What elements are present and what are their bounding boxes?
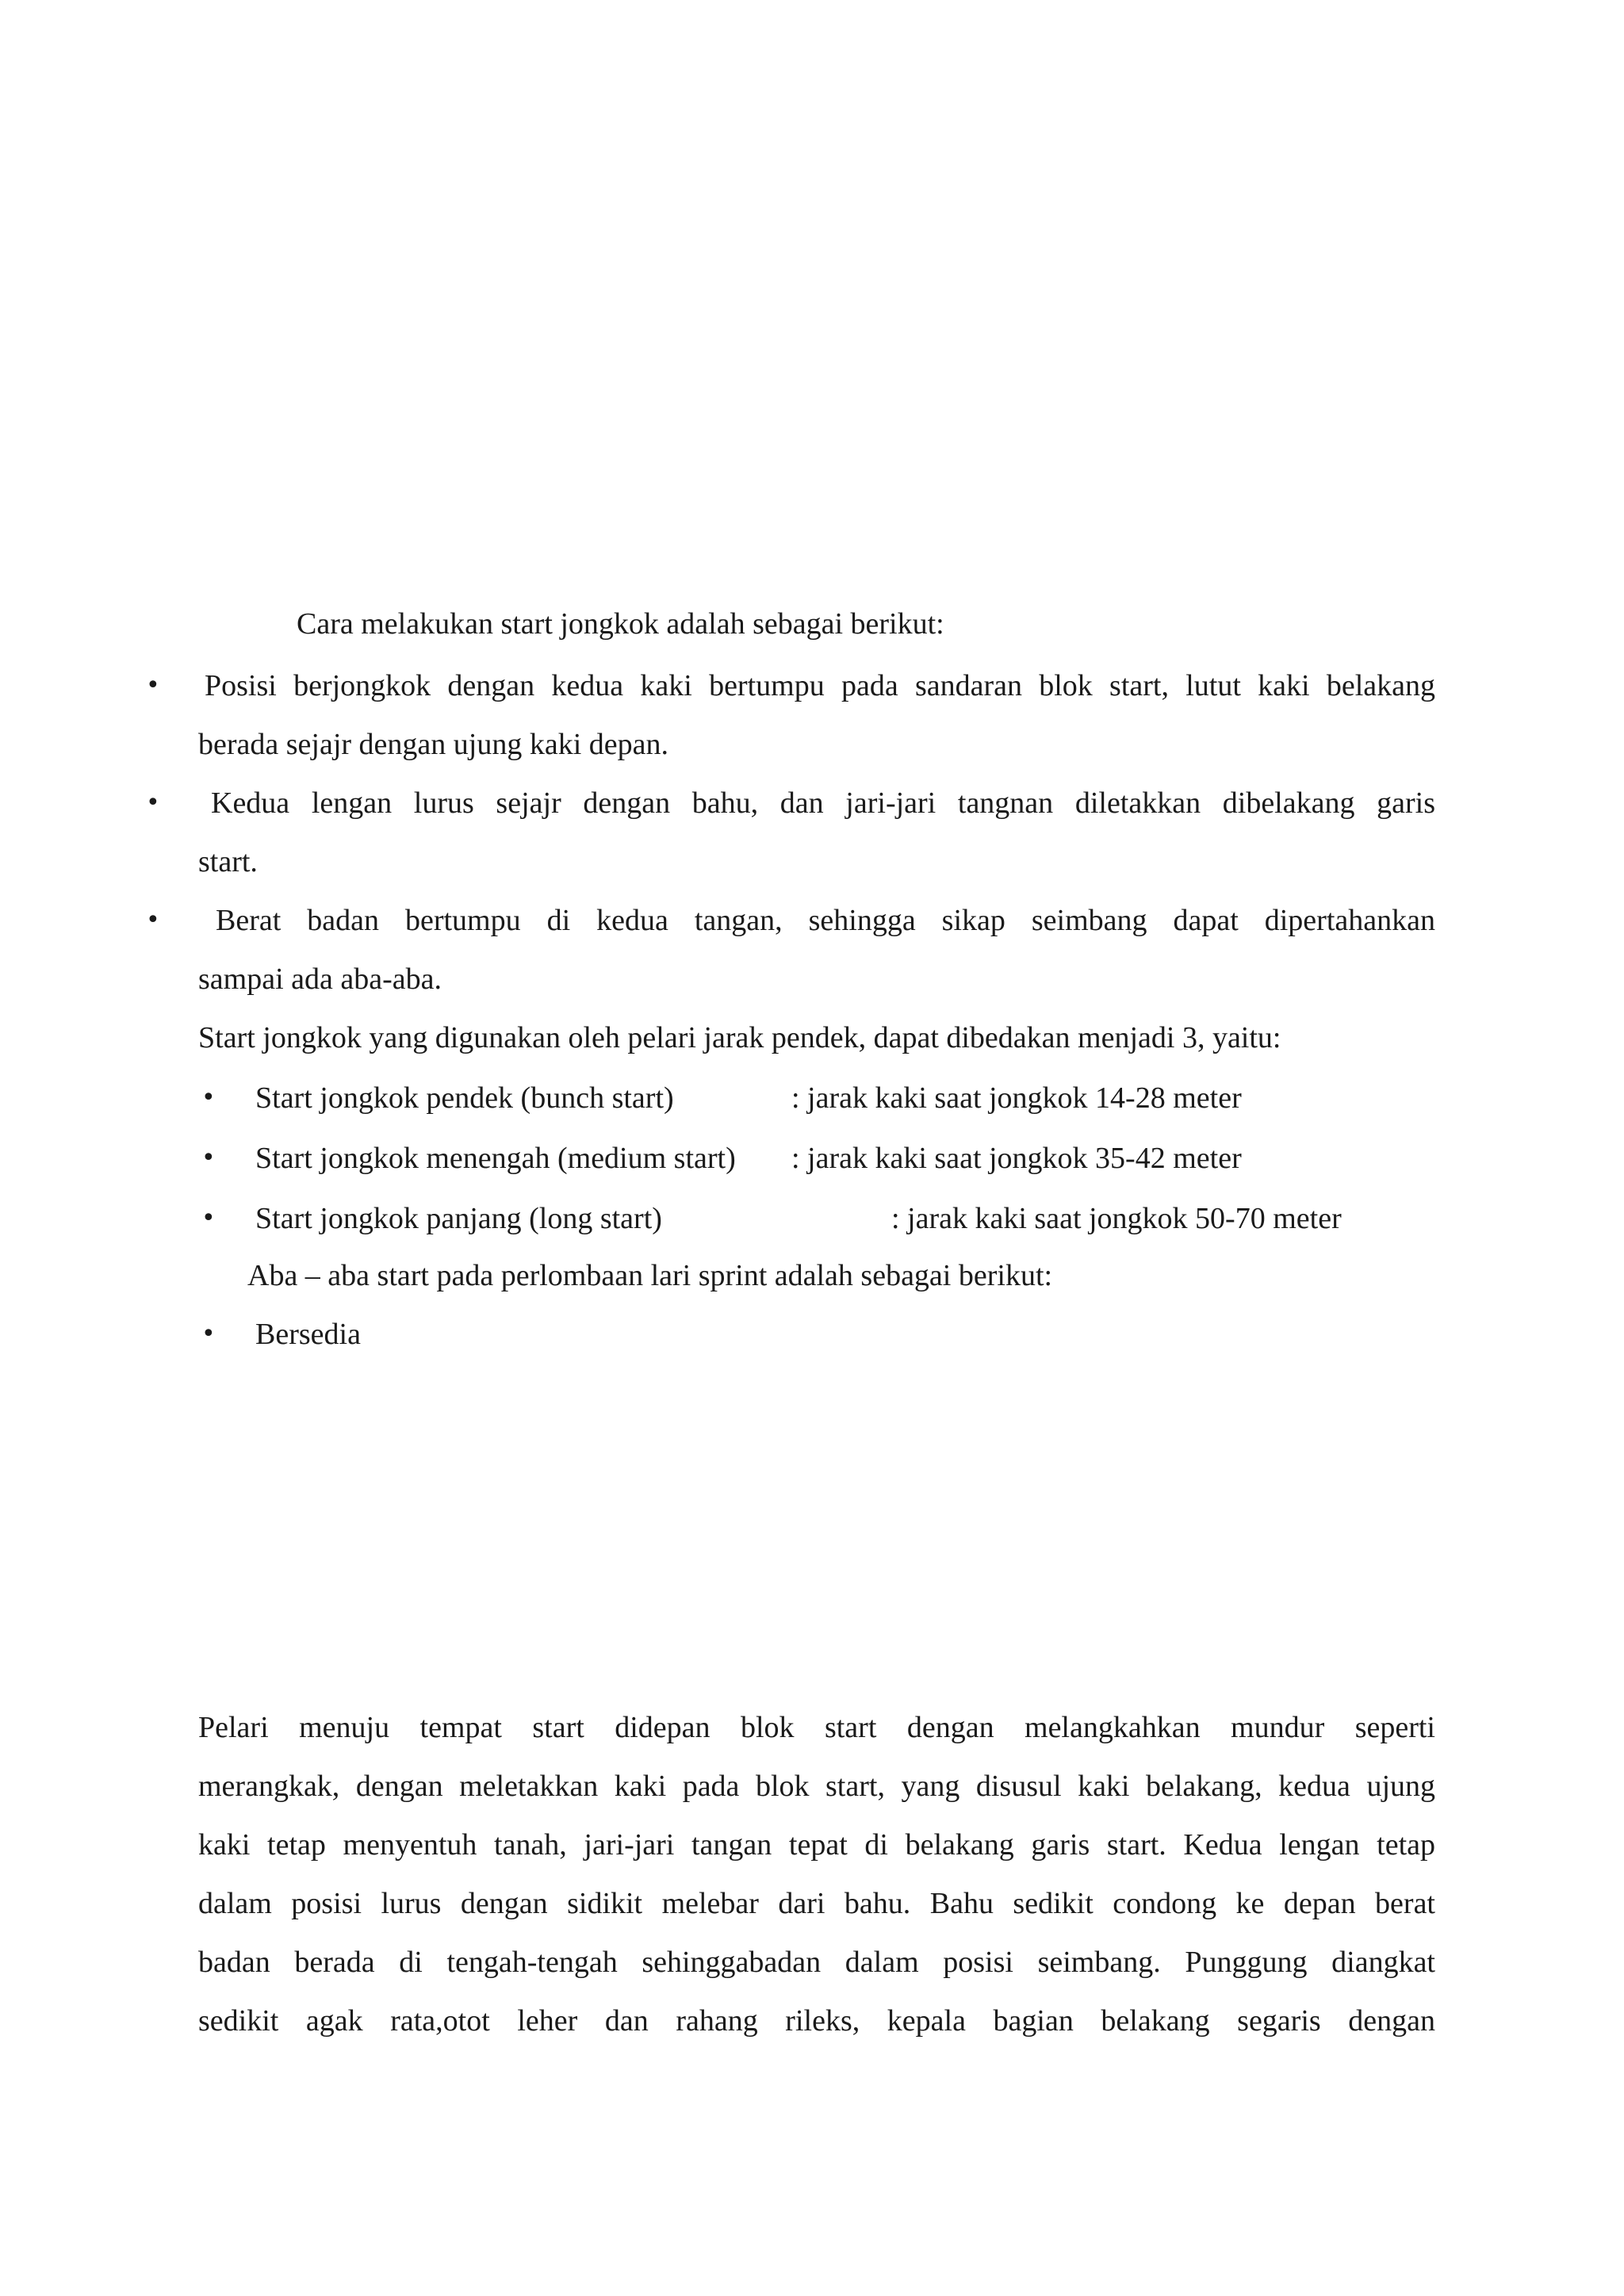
bullet-icon: • [201, 1144, 216, 1172]
paragraph-line: sedikit agak rata,otot leher dan rahang rileks, kepala bagian belakang segaris dengan [198, 2004, 1435, 2038]
step-3-line-1: Berat badan bertumpu di kedua tangan, sehingga sikap seimbang dapat dipertahankan [216, 904, 1435, 937]
paragraph-line: merangkak, dengan meletakkan kaki pada blok start, yang disusul kaki belakang, kedua ujung [198, 1770, 1435, 1803]
command-bersedia: Bersedia [255, 1318, 361, 1351]
step-1-line-1: Posisi berjongkok dengan kedua kaki bertumpu pada sandaran blok start, lutut kaki belakang [205, 669, 1435, 702]
paragraph-line: kaki tetap menyentuh tanah, jari-jari tangan tepat di belakang garis start. Kedua lengan tetap [198, 1828, 1435, 1862]
type-1-desc: : jarak kaki saat jongkok 14-28 meter [791, 1081, 1242, 1115]
bullet-icon: • [146, 906, 160, 934]
step-1-line-2: berada sejajr dengan ujung kaki depan. [198, 728, 668, 761]
commands-intro-text: Aba – aba start pada perlombaan lari sprint adalah sebagai berikut: [247, 1259, 1053, 1292]
bullet-icon: • [146, 789, 160, 817]
type-3-desc: : jarak kaki saat jongkok 50-70 meter [891, 1202, 1342, 1235]
step-2-line-1: Kedua lengan lurus sejajr dengan bahu, dan jari-jari tangnan diletakkan dibelakang garis [211, 786, 1435, 820]
paragraph-line: Pelari menuju tempat start didepan blok start dengan melangkahkan mundur seperti [198, 1711, 1435, 1744]
type-2-desc: : jarak kaki saat jongkok 35-42 meter [791, 1142, 1242, 1175]
paragraph-line: badan berada di tengah-tengah sehinggabadan dalam posisi seimbang. Punggung diangkat [198, 1946, 1435, 1979]
paragraph-line: dalam posisi lurus dengan sidikit melebar dari bahu. Bahu sedikit condong ke depan berat [198, 1887, 1435, 1920]
type-1-name: Start jongkok pendek (bunch start) [255, 1081, 674, 1115]
types-intro-text: Start jongkok yang digunakan oleh pelari jarak pendek, dapat dibedakan menjadi 3, yaitu: [198, 1021, 1281, 1054]
bullet-icon: • [201, 1204, 216, 1232]
step-2-line-2: start. [198, 845, 258, 878]
bullet-icon: • [146, 672, 160, 699]
bullet-icon: • [201, 1320, 216, 1348]
step-3-line-2: sampai ada aba-aba. [198, 962, 442, 996]
body-paragraph [198, 1698, 1435, 2050]
intro-text: Cara melakukan start jongkok adalah sebagai berikut: [297, 607, 944, 641]
type-2-name: Start jongkok menengah (medium start) [255, 1142, 736, 1175]
type-3-name: Start jongkok panjang (long start) [255, 1202, 662, 1235]
bullet-icon: • [201, 1084, 216, 1112]
